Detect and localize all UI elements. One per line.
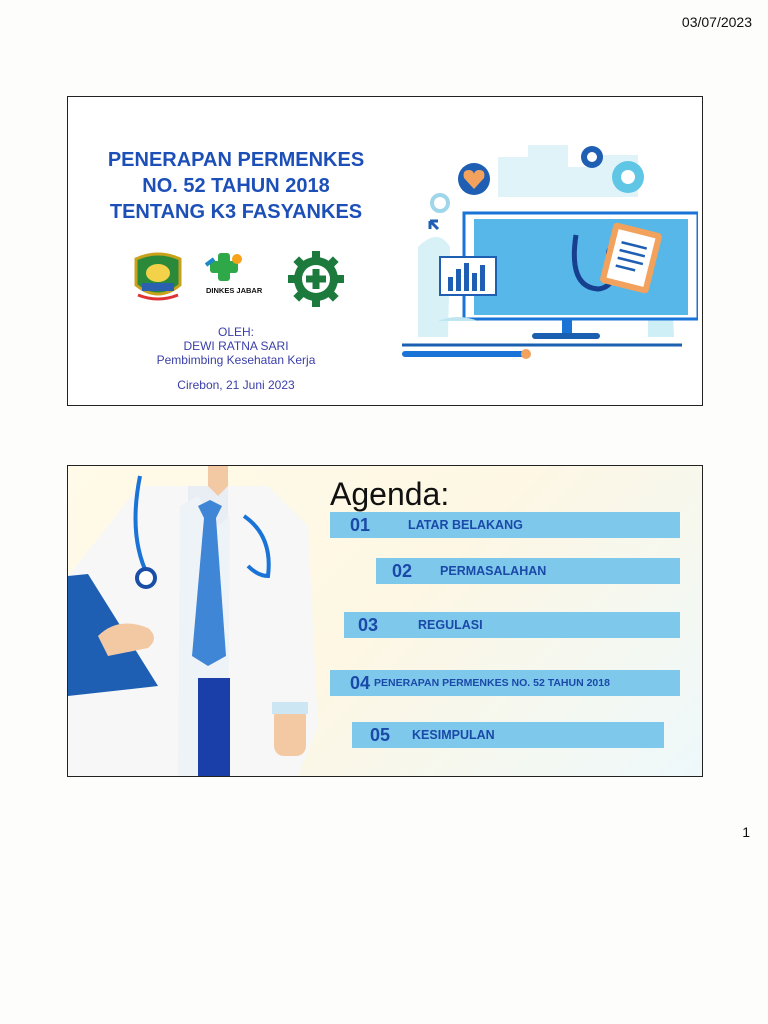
agenda-number: 02 [392, 560, 413, 581]
title-line-2: NO. 52 TAHUN 2018 [142, 175, 330, 197]
jabar-crest-logo [136, 254, 180, 299]
slide-title [67, 96, 703, 406]
agenda-label: PENERAPAN PERMENKES NO. 52 TAHUN 2018 [374, 677, 610, 689]
agenda-number: 03 [358, 614, 379, 635]
agenda-title: Agenda: [330, 476, 450, 512]
dinkes-logo-text: DINKES JABAR [206, 286, 263, 295]
author-name: DEWI RATNA SARI [183, 339, 289, 353]
agenda-item-03 [344, 612, 680, 638]
agenda-number: 05 [370, 724, 391, 745]
slide-title-heading [68, 147, 404, 225]
agenda-number: 01 [350, 514, 371, 535]
dinkes-jabar-logo [206, 253, 263, 295]
agenda-number: 04 [350, 672, 371, 693]
by-label: OLEH: [217, 325, 254, 339]
title-line-3: TENTANG K3 FASYANKES [109, 201, 363, 223]
print-date: 03/07/2023 [681, 14, 752, 30]
author-role: Pembimbing Kesehatan Kerja [156, 353, 316, 367]
agenda-item-04 [330, 670, 680, 696]
agenda-label: REGULASI [418, 618, 483, 632]
agenda-label: KESIMPULAN [412, 728, 495, 742]
medical-monitor-illustration [398, 137, 698, 377]
agenda-item-05 [352, 722, 664, 748]
heart-bubble-icon [458, 163, 490, 195]
place-date: Cirebon, 21 Juni 2023 [177, 378, 295, 392]
agenda-label: PERMASALAHAN [440, 564, 547, 578]
agenda-item-02 [376, 558, 680, 584]
page-number: 1 [742, 824, 750, 840]
agenda-label: LATAR BELAKANG [408, 518, 523, 532]
k3-gear-logo [288, 251, 344, 307]
agenda-item-01 [330, 512, 680, 538]
byline [68, 325, 404, 367]
doctor-illustration [68, 466, 328, 776]
slide-agenda [67, 465, 703, 777]
logo-row [132, 251, 352, 307]
title-line-1: PENERAPAN PERMENKES [107, 149, 365, 171]
